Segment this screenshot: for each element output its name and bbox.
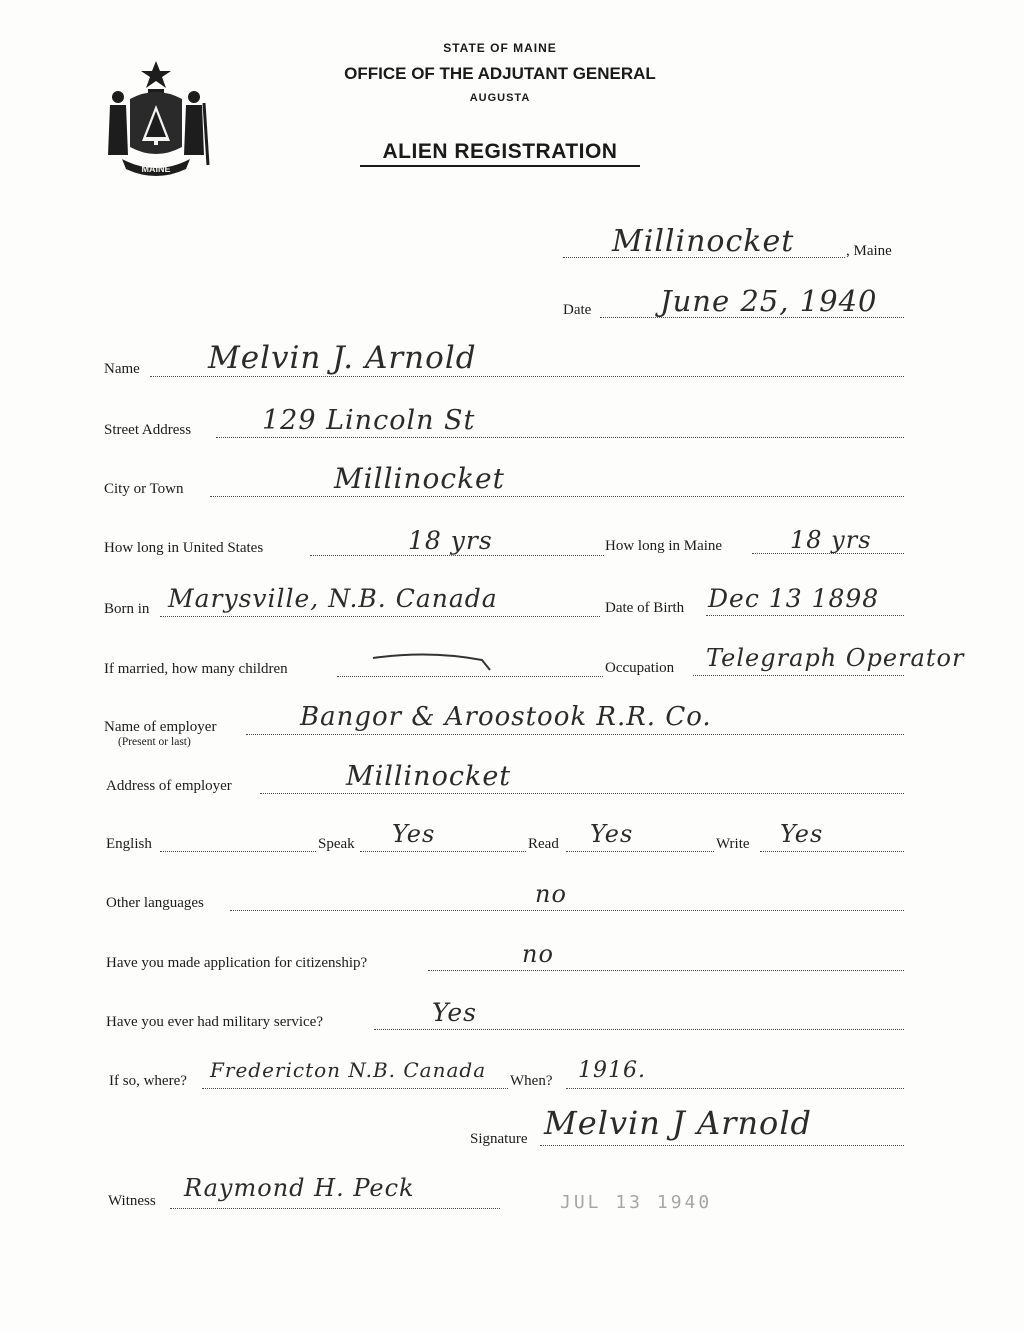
when-line: [566, 1088, 904, 1089]
born-value: Marysville, N.B. Canada: [168, 584, 498, 613]
office-heading: OFFICE OF THE ADJUTANT GENERAL: [344, 64, 656, 83]
where-label: If so, where?: [109, 1073, 187, 1089]
write-value: Yes: [780, 820, 824, 848]
name-value: Melvin J. Arnold: [208, 340, 477, 376]
read-line: [566, 851, 714, 852]
city-label: City or Town: [104, 481, 184, 497]
born-label: Born in: [104, 601, 150, 617]
years-maine-value: 18 yrs: [790, 526, 872, 554]
dob-label: Date of Birth: [605, 600, 685, 616]
state-heading: STATE OF MAINE: [443, 41, 557, 55]
date-value: June 25, 1940: [660, 284, 878, 318]
military-label: Have you ever had military service?: [106, 1014, 323, 1030]
english-line: [160, 851, 316, 852]
city-heading: AUGUSTA: [469, 92, 531, 104]
children-label: If married, how many children: [104, 661, 288, 677]
years-maine-label: How long in Maine: [605, 538, 723, 554]
employer-label: Name of employer: [104, 719, 217, 735]
date-label: Date: [563, 302, 592, 318]
street-line: [216, 437, 904, 438]
dob-value: Dec 13 1898: [708, 584, 880, 613]
witness-line: [170, 1208, 500, 1209]
speak-value: Yes: [392, 820, 436, 848]
years-us-line: [310, 555, 604, 556]
years-us-value: 18 yrs: [408, 526, 493, 555]
received-stamp: JUL 13 1940: [560, 1192, 713, 1213]
write-label: Write: [716, 836, 750, 852]
city-line: [210, 496, 904, 497]
children-dash-mark: [370, 648, 495, 672]
military-line: [374, 1029, 904, 1030]
born-line: [160, 616, 600, 617]
maine-label: , Maine: [846, 243, 892, 259]
other-languages-line: [230, 910, 904, 911]
children-line: [337, 676, 603, 677]
name-label: Name: [104, 361, 140, 377]
write-line: [760, 851, 904, 852]
place-value: Millinocket: [612, 224, 795, 259]
citizenship-value: no: [522, 940, 554, 968]
signature-value: Melvin J Arnold: [544, 1104, 813, 1142]
other-languages-value: no: [535, 880, 567, 908]
employer-address-value: Millinocket: [346, 761, 512, 792]
where-line: [202, 1088, 508, 1089]
other-languages-label: Other languages: [106, 895, 204, 911]
city-value: Millinocket: [334, 462, 505, 495]
occupation-value: Telegraph Operator: [706, 644, 965, 672]
employer-line: [246, 734, 904, 735]
when-label: When?: [510, 1073, 553, 1089]
dob-line: [706, 615, 904, 616]
title-underline: [360, 165, 640, 167]
years-us-label: How long in United States: [104, 540, 264, 556]
english-label: English: [106, 836, 152, 852]
read-value: Yes: [590, 820, 634, 848]
speak-label: Speak: [318, 836, 355, 852]
where-value: Fredericton N.B. Canada: [210, 1058, 487, 1082]
signature-line: [540, 1145, 904, 1146]
employer-address-label: Address of employer: [106, 778, 232, 794]
street-label: Street Address: [104, 422, 192, 438]
military-value: Yes: [432, 998, 477, 1027]
employer-address-line: [260, 793, 904, 794]
name-line: [150, 376, 904, 377]
citizenship-line: [428, 970, 904, 971]
occupation-line: [693, 675, 904, 676]
signature-label: Signature: [470, 1131, 528, 1147]
witness-value: Raymond H. Peck: [184, 1174, 415, 1202]
street-value: 129 Lincoln St: [262, 405, 476, 436]
occupation-label: Occupation: [605, 660, 675, 676]
form-title: ALIEN REGISTRATION: [382, 140, 618, 163]
read-label: Read: [528, 836, 559, 852]
maine-seal-icon: [100, 55, 212, 180]
when-value: 1916.: [578, 1058, 646, 1083]
witness-label: Witness: [108, 1193, 156, 1209]
employer-value: Bangor & Aroostook R.R. Co.: [300, 702, 712, 732]
seal-banner-text: MAINE: [141, 164, 171, 174]
speak-line: [360, 851, 526, 852]
employer-sublabel: (Present or last): [118, 736, 191, 748]
citizenship-label: Have you made application for citizenship?: [106, 955, 368, 971]
